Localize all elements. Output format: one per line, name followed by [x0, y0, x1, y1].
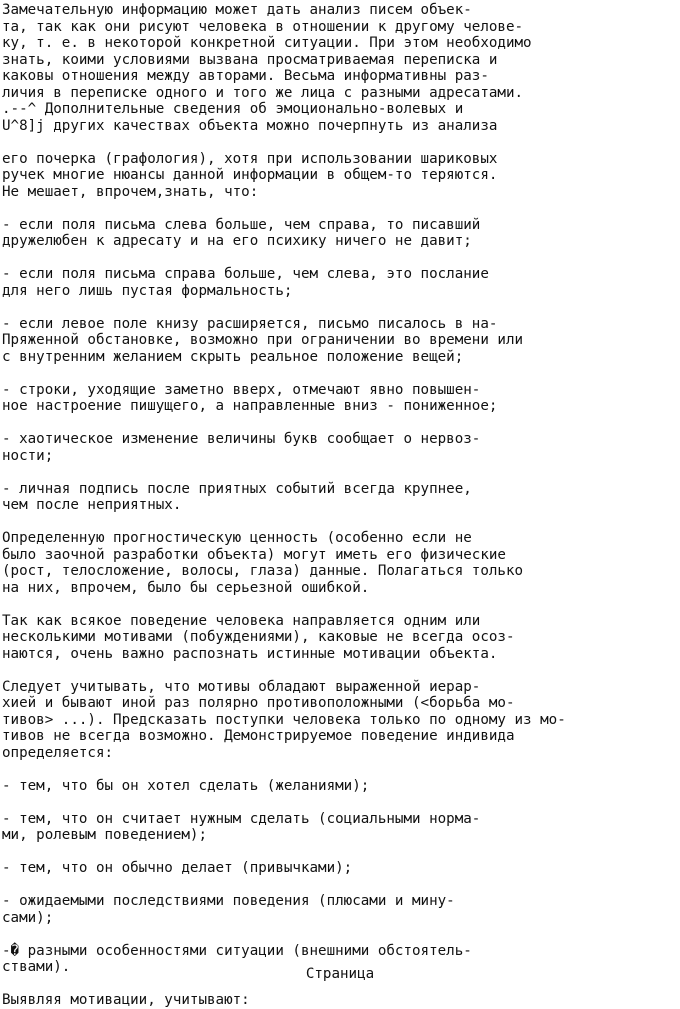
- text-line: - личная подпись после приятных событий всегда крупнее,: [2, 480, 472, 497]
- text-paragraph: [2, 217, 618, 250]
- text-line: ствами).: [2, 959, 71, 975]
- text-line: дружелюбен к адресату и на его психику ничего не давит;: [2, 233, 472, 249]
- text-paragraph: [2, 530, 618, 596]
- text-line: ручек многие нюансы данной информации в общем-то теряются.: [2, 167, 498, 183]
- text-paragraph: [2, 679, 618, 762]
- text-line: с внутренним желанием скрыть реальное положение вещей;: [2, 348, 464, 365]
- text-paragraph: [2, 481, 618, 514]
- text-line: личия в переписке одного и того же лица с разными адресатами.: [2, 84, 524, 101]
- text-line: для него лишь пустая формальность;: [2, 282, 293, 299]
- text-line: Так как всякое поведение человека направляется одним или: [2, 612, 481, 629]
- text-line: ности;: [2, 447, 54, 464]
- text-paragraph: [2, 2, 618, 134]
- text-line: -� разными особенностями ситуации (внешними обстоятель-: [2, 942, 472, 959]
- text-paragraph: [2, 778, 618, 795]
- text-line: Определенную прогностическую ценность (особенно если не: [2, 530, 472, 546]
- text-line: тивов> ...). Предсказать поступки человека только по одному из мо-: [2, 711, 566, 728]
- text-line: Следует учитывать, что мотивы обладают выраженной иерар-: [2, 678, 481, 695]
- text-line: ми, ролевым поведением);: [2, 827, 207, 843]
- text-line: хией и бывают иной раз полярно противоположными (<борьба мо-: [2, 695, 515, 711]
- text-line: тивов не всегда возможно. Демонстрируемое поведение индивида: [2, 728, 515, 744]
- text-line: (рост, телосложение, волосы, глаза) данные. Полагаться только: [2, 563, 524, 579]
- text-line: - если поля письма справа больше, чем слева, это послание: [2, 266, 489, 282]
- text-paragraph: [2, 382, 618, 415]
- text-line: .--^ Дополнительные сведения об эмоционально-волевых и: [2, 101, 464, 117]
- text-line: Не мешает, впрочем,знать, что:: [2, 183, 259, 200]
- page-footer: Страница: [305, 966, 375, 982]
- text-paragraph: [2, 811, 618, 844]
- text-line: U^8]j других качествах объекта можно почерпнуть из анализа: [2, 117, 498, 134]
- text-paragraph: [2, 151, 618, 201]
- text-line: на них, впрочем, было бы серьезной ошибкой.: [2, 579, 370, 596]
- text-line: несколькими мотивами (побуждениями), каковые не всегда осоз-: [2, 629, 515, 645]
- text-line: - хаотическое изменение величины букв сообщает о нервоз-: [2, 431, 481, 447]
- text-line: его почерка (графология), хотя при использовании шариковых: [2, 150, 498, 167]
- text-line: знать, коими условиями вызвана просматриваемая переписка и: [2, 51, 498, 68]
- text-paragraph: [2, 893, 618, 926]
- text-line: ное настроение пишущего, а направленные вниз - пониженное;: [2, 398, 498, 414]
- text-line: чем после неприятных.: [2, 497, 182, 513]
- text-line: - если поля письма слева больше, чем справа, то писавший: [2, 216, 481, 233]
- text-paragraph: [2, 431, 618, 464]
- text-line: та, так как они рисуют человека в отношении к другому челове-: [2, 18, 524, 35]
- text-line: было заочной разработки объекта) могут иметь его физические: [2, 546, 506, 563]
- text-paragraph: [2, 266, 618, 299]
- text-paragraph: [2, 992, 618, 1009]
- text-paragraph: [2, 316, 618, 366]
- text-line: ку, т. е. в некоторой конкретной ситуации. При этом необходимо: [2, 35, 532, 51]
- text-line: - ожидаемыми последствиями поведения (плюсами и мину-: [2, 893, 455, 909]
- text-paragraph: [2, 860, 618, 877]
- text-line: - если левое поле книзу расширяется, письмо писалось в на-: [2, 315, 498, 332]
- text-line: - тем, что он считает нужным сделать (социальными норма-: [2, 810, 481, 827]
- text-line: сами);: [2, 909, 54, 926]
- text-line: каковы отношения между авторами. Весьма информативны раз-: [2, 68, 489, 84]
- text-line: Выявляя мотивации, учитывают:: [2, 992, 250, 1008]
- document-page: [2, 2, 618, 1008]
- text-line: - тем, что бы он хотел сделать (желаниями);: [2, 777, 370, 794]
- text-line: Замечательную информацию может дать анализ писем объек-: [2, 2, 472, 18]
- text-line: - тем, что он обычно делает (привычками);: [2, 860, 353, 876]
- text-line: - строки, уходящие заметно вверх, отмечают явно повышен-: [2, 381, 481, 398]
- text-paragraph: [2, 613, 618, 663]
- text-line: Пряженной обстановке, возможно при ограничении во времени или: [2, 332, 524, 348]
- text-line: наются, очень важно распознать истинные мотивации объекта.: [2, 645, 498, 662]
- text-line: определяется:: [2, 744, 114, 761]
